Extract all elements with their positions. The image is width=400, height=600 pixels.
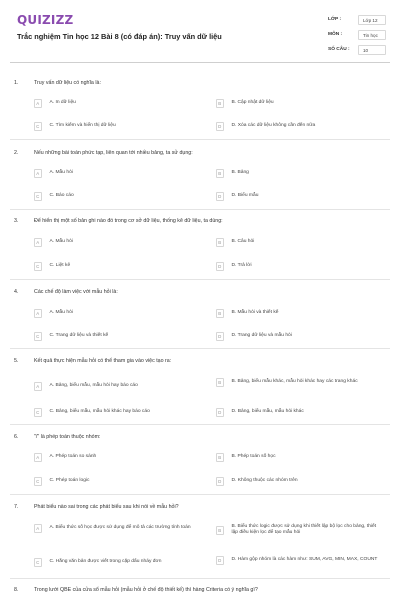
question-text: "/" là phép toán thuộc nhóm: (34, 434, 101, 440)
option-c[interactable] (34, 477, 200, 486)
question-number: 8. (14, 587, 19, 593)
option-c[interactable] (34, 408, 200, 417)
option-letter: D (216, 556, 224, 565)
worksheet-header (0, 0, 400, 62)
meta-count-value: 10 (358, 45, 386, 55)
option-d[interactable] (216, 556, 382, 565)
option-letter: A (34, 382, 42, 391)
option-letter: B (216, 378, 224, 387)
question-divider (10, 209, 390, 210)
question-divider (10, 424, 390, 425)
option-text: A. Mẫu hỏi (49, 310, 73, 316)
option-letter: A (34, 238, 42, 247)
option-text: D. Biểu mẫu (231, 193, 259, 199)
option-text: C. Tìm kiếm và hiển thị dữ liệu (49, 123, 116, 129)
option-text: A. Mẫu hỏi (49, 239, 73, 245)
option-a[interactable] (34, 453, 200, 462)
meta-grade-value: Lớp 12 (358, 15, 386, 25)
option-text: D. Không thuộc các nhóm trên (231, 478, 298, 484)
question-number: 2. (14, 150, 19, 156)
option-text: A. Bảng, biểu mẫu, mẫu hỏi hay báo cáo (49, 383, 138, 389)
question-number: 3. (14, 218, 19, 224)
option-c[interactable] (34, 122, 200, 131)
option-letter: A (34, 99, 42, 108)
meta-count-label: SỐ CÂU : (328, 47, 350, 52)
option-text: B. Biểu thức logic được sử dụng khi thiết lập bộ lọc cho bảng, thiết lập điều kiện lọc để tạo mẫu hỏi (231, 524, 377, 536)
option-text: B. Phép toán số học (231, 454, 276, 460)
option-letter: B (216, 453, 224, 462)
option-text: D. Hàm gộp nhóm là các hàm như: SUM, AVG, MIN, MAX, COUNT (231, 557, 378, 563)
option-letter: D (216, 262, 224, 271)
option-c[interactable] (34, 192, 200, 201)
option-a[interactable] (34, 382, 200, 391)
option-letter: D (216, 192, 224, 201)
option-letter: B (216, 526, 224, 535)
option-b[interactable] (216, 524, 382, 536)
question-number: 6. (14, 434, 19, 440)
option-d[interactable] (216, 192, 382, 201)
option-letter: C (34, 408, 42, 417)
question-divider (10, 494, 390, 495)
option-letter: A (34, 524, 42, 533)
question-text: Nếu những bài toán phức tạp, liên quan tới nhiều bảng, ta sử dụng: (34, 150, 193, 156)
option-b[interactable] (216, 453, 382, 462)
option-a[interactable] (34, 238, 200, 247)
option-text: B. Cập nhật dữ liệu (231, 100, 274, 106)
question-text: Trong lưới QBE của cửa sổ mẫu hỏi (mẫu hỏi ở chế độ thiết kế) thì hàng Criteria có ý nghĩa gì? (34, 587, 258, 593)
question-text: Phát biểu nào sai trong các phát biểu sau khi nói về mẫu hỏi? (34, 504, 179, 510)
option-text: A. Phép toán so sánh (49, 454, 97, 460)
option-text: C. Trang dữ liệu và thiết kế (49, 333, 109, 339)
option-letter: C (34, 332, 42, 341)
option-letter: A (34, 309, 42, 318)
question-text: Các chế độ làm việc với mẫu hỏi là: (34, 289, 118, 295)
option-letter: A (34, 169, 42, 178)
option-text: C. Báo cáo (49, 193, 74, 199)
question-divider (10, 279, 390, 280)
option-letter: C (34, 477, 42, 486)
option-text: B. Mẫu hỏi và thiết kế (231, 310, 279, 316)
option-text: C. Phép toán logic (49, 478, 90, 484)
quizizz-logo: QUIZIZZ (17, 13, 74, 27)
meta-subject-label: MÔN : (328, 32, 343, 37)
option-letter: B (216, 309, 224, 318)
option-letter: B (216, 169, 224, 178)
option-letter: C (34, 122, 42, 131)
option-d[interactable] (216, 332, 382, 341)
option-text: A. In dữ liệu (49, 100, 76, 106)
option-text: A. Mẫu hỏi (49, 170, 73, 176)
option-letter: C (34, 262, 42, 271)
question-number: 7. (14, 504, 19, 510)
option-d[interactable] (216, 408, 382, 417)
option-d[interactable] (216, 122, 382, 131)
option-c[interactable] (34, 262, 200, 271)
option-a[interactable] (34, 524, 200, 533)
option-b[interactable] (216, 169, 382, 178)
option-letter: C (34, 558, 42, 567)
option-a[interactable] (34, 99, 200, 108)
option-b[interactable] (216, 378, 382, 387)
option-letter: D (216, 332, 224, 341)
worksheet-title: Trắc nghiệm Tin học 12 Bài 8 (có đáp án): Truy vấn dữ liệu (17, 32, 222, 41)
header-divider (10, 62, 390, 63)
question-text: Truy vấn dữ liệu có nghĩa là: (34, 80, 101, 86)
question-number: 5. (14, 358, 19, 364)
option-c[interactable] (34, 558, 200, 567)
option-letter: B (216, 238, 224, 247)
option-a[interactable] (34, 169, 200, 178)
option-text: C. Bảng, biểu mẫu, mẫu hỏi khác hay báo cáo (49, 409, 150, 415)
option-d[interactable] (216, 477, 382, 486)
option-b[interactable] (216, 309, 382, 318)
option-text: C. Liệt kê (49, 263, 71, 269)
option-text: B. Bảng, biểu mẫu khác, mẫu hỏi khác hay các trang khác (231, 379, 358, 385)
option-d[interactable] (216, 262, 382, 271)
option-text: B. Bảng (231, 170, 249, 176)
question-divider (10, 139, 390, 140)
question-text: Kết quả thực hiện mẫu hỏi có thể tham gia vào việc tạo ra: (34, 358, 172, 364)
option-text: D. Trả lời (231, 263, 252, 269)
option-text: C. Hằng văn bản được viết trong cặp dấu nháy đơn (49, 559, 162, 565)
question-number: 1. (14, 80, 19, 86)
question-text: Để hiển thị một số bản ghi nào đó trong cơ sở dữ liệu, thống kê dữ liệu, ta dùng: (34, 218, 223, 224)
option-c[interactable] (34, 332, 200, 341)
meta-grade-label: LỚP : (328, 17, 342, 22)
option-text: D. Bảng, biểu mẫu, mẫu hỏi khác (231, 409, 304, 415)
option-a[interactable] (34, 309, 200, 318)
option-letter: B (216, 99, 224, 108)
option-letter: C (34, 192, 42, 201)
question-divider (10, 578, 390, 579)
option-text: D. Xóa các dữ liệu không cần đến nữa (231, 123, 316, 129)
option-letter: D (216, 122, 224, 131)
option-b[interactable] (216, 99, 382, 108)
option-text: B. Câu hỏi (231, 239, 255, 245)
option-letter: A (34, 453, 42, 462)
question-number: 4. (14, 289, 19, 295)
option-letter: D (216, 408, 224, 417)
option-letter: D (216, 477, 224, 486)
meta-subject-value: Tin học (358, 30, 386, 40)
option-text: A. Biểu thức số học được sử dụng để mô tả các trường tính toán (49, 525, 191, 531)
option-b[interactable] (216, 238, 382, 247)
question-divider (10, 348, 390, 349)
option-text: D. Trang dữ liệu và mẫu hỏi (231, 333, 292, 339)
